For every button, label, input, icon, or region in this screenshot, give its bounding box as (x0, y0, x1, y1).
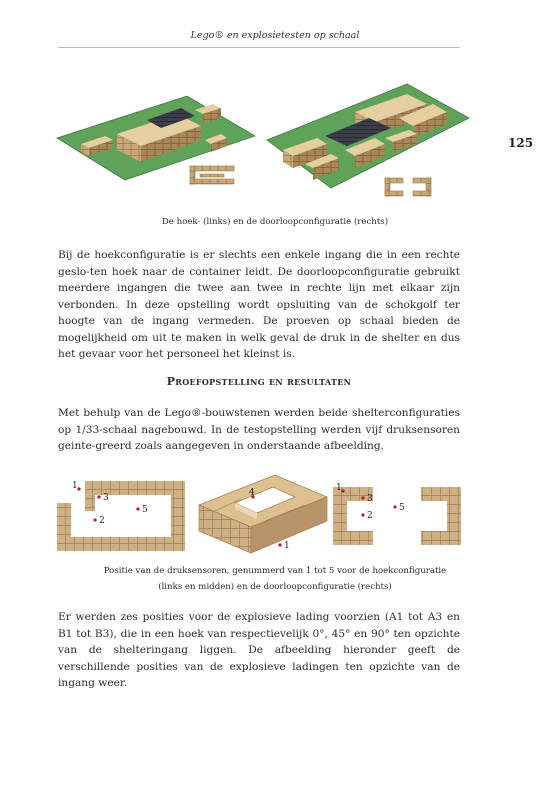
middle-sensor-label-4: 4 (249, 488, 255, 498)
section-title: Proefopstelling en resultaten (166, 375, 352, 388)
sensor-plan-corner (57, 481, 185, 551)
left-sensor-label-1: 1 (72, 481, 78, 491)
right-sensor-label-2: 2 (367, 511, 373, 521)
running-header: Lego® en explosietesten op schaal (190, 30, 360, 41)
paragraph-1: Bij de hoekconfiguratie is er slechts een enkele ingang die in een rechte geslo-ten hoek naar de container leidt. De doorloopconfiguratie gebruikt meerdere ingangen die twee aan twee in rechte lijn met elkaar zijn verbonden. In deze opstelling wordt opsluiting van de schokgolf ter hoogte van de ingang vermeden. De proeven op schaal bieden de mogelijkheid om uit te maken in welk geval de druk in de shelter en dus het gevaar voor het personeel het kleinst is. (58, 249, 460, 360)
right-sensor-label-5: 5 (399, 503, 405, 513)
left-sensor-label-3: 3 (103, 493, 109, 503)
figure-sensor-positions (55, 475, 465, 560)
figure2-caption-line1: Positie van de druksensoren, genummerd van 1 tot 5 voor de hoekconfiguratie (103, 566, 447, 576)
right-sensor-label-1: 1 (336, 483, 342, 493)
paragraph-2: Met behulp van de Lego®-bouwstenen werden beide shelterconfiguraties op 1/33-schaal nagebouwd. In de testopstelling werden vijf druksensoren geinte-greerd zoals aangegeven in onderstaande afbeelding. (58, 407, 460, 452)
figure-lego-configurations (55, 78, 470, 208)
header-rule (58, 47, 460, 48)
sensor-plan-through (333, 487, 461, 545)
middle-sensor-label-1: 1 (284, 541, 290, 551)
paragraph-3: Er werden zes posities voor de explosieve lading voorzien (A1 tot A3 en B1 tot B3), die in een hoek van respectievelijk 0°, 45° en 90° ten opzichte van de shelteringang liggen. De afbeelding hieronder geeft de verschillende posities van de explosieve ladingen ten opzichte van de ingang weer. (58, 611, 460, 689)
left-sensor-label-2: 2 (99, 516, 105, 526)
right-model-topview (385, 178, 431, 196)
right-sensor-label-3: 3 (367, 494, 373, 504)
left-sensor-label-5: 5 (142, 505, 148, 515)
figure2-caption-line2: (links en midden) en de doorloopconfiguratie (rechts) (158, 582, 392, 592)
sensor-3d-view (199, 475, 327, 553)
page-number: 125 (508, 136, 534, 150)
figure1-caption: De hoek- (links) en de doorloopconfiguratie (rechts) (161, 217, 389, 227)
left-model-topview (190, 166, 234, 184)
